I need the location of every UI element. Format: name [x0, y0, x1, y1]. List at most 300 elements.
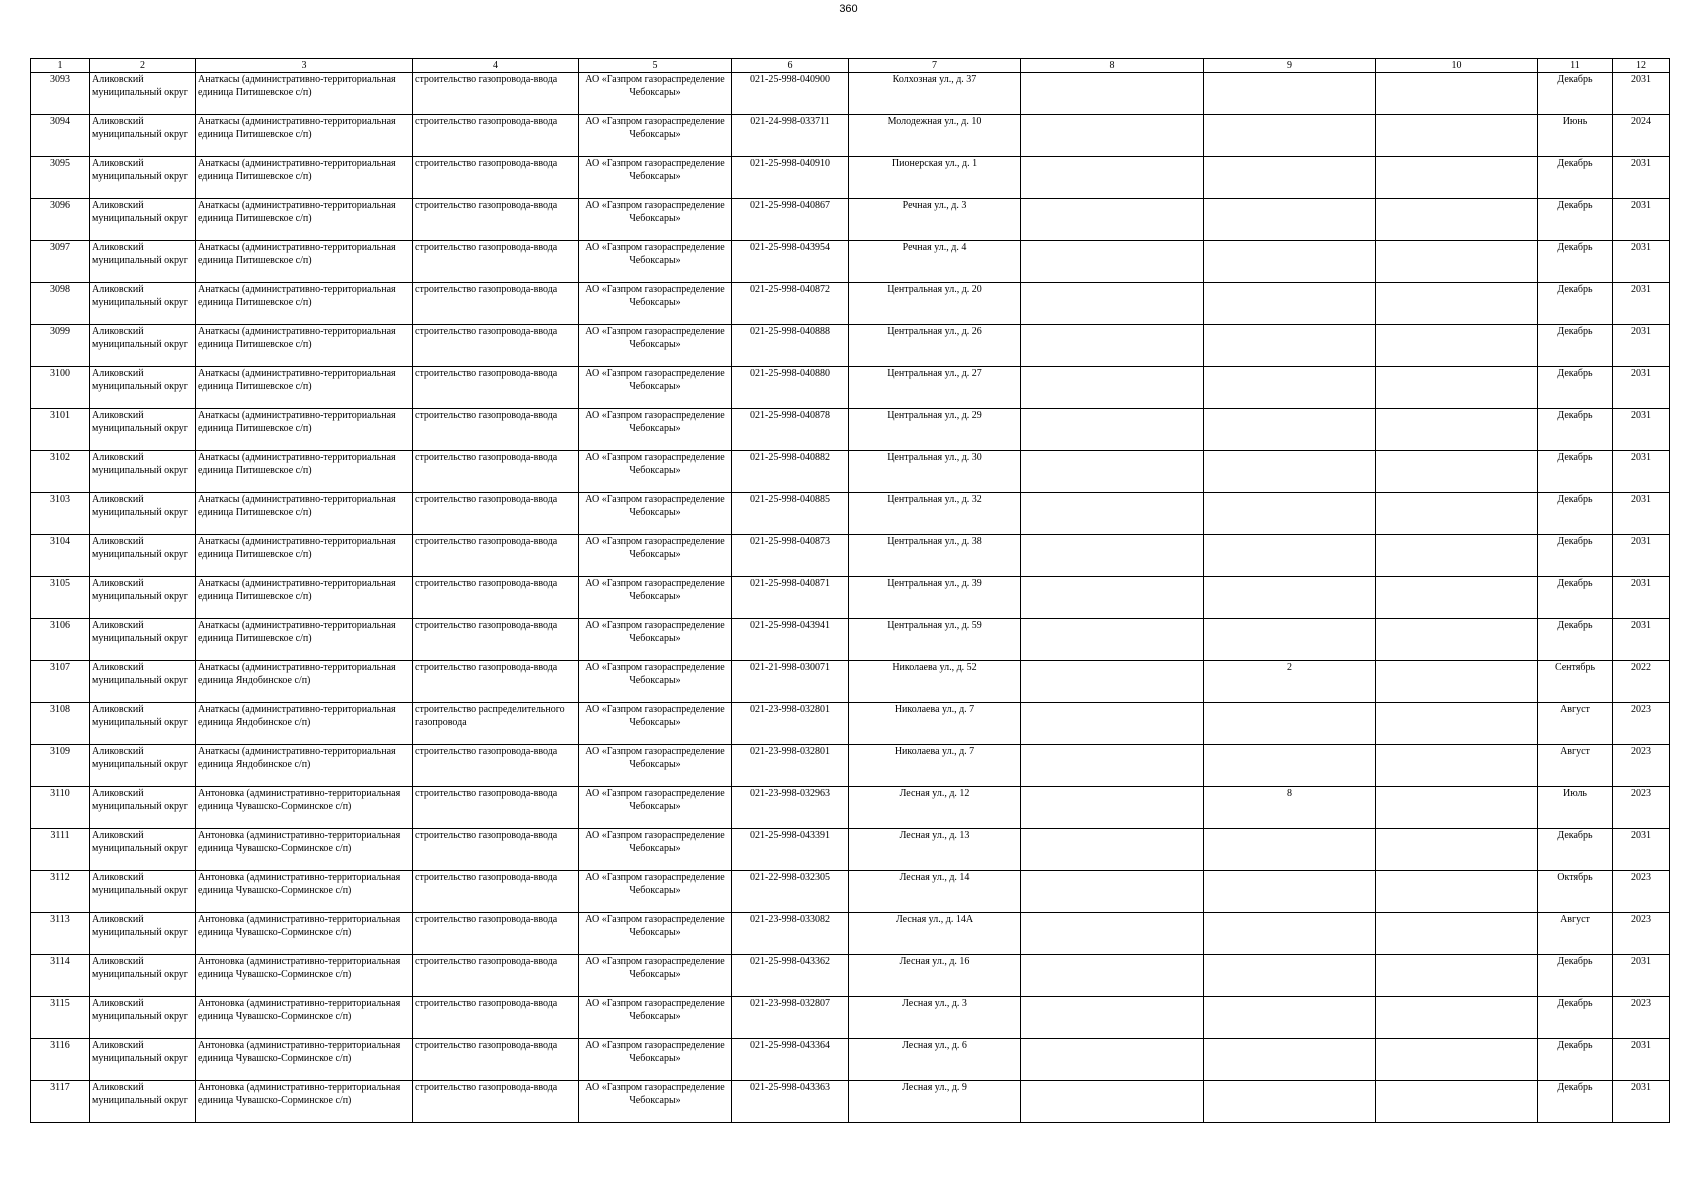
table-cell-col-3	[196, 157, 413, 199]
cell-text: Колхозная ул., д. 37	[892, 74, 977, 85]
cell-text: 3099	[50, 326, 70, 337]
table-cell-col-1	[31, 451, 90, 493]
table-cell-col-8	[1021, 493, 1204, 535]
cell-text	[1378, 619, 1535, 660]
table-row	[31, 661, 1670, 703]
cell-text: Речная ул., д. 4	[902, 242, 967, 253]
cell-text: Анаткасы (административно-территориальная единица Питишевское с/п)	[198, 284, 396, 308]
table-cell-col-3	[196, 493, 413, 535]
cell-text: 021-25-998-040867	[750, 200, 830, 211]
cell-text: Аликовский муниципальный округ	[92, 116, 188, 140]
cell-text	[1378, 829, 1535, 870]
table-cell-col-5	[579, 199, 732, 241]
table-cell-col-2	[90, 787, 196, 829]
cell-text: АО «Газпром газораспределение Чебоксары»	[585, 998, 725, 1022]
table-cell-col-1	[31, 745, 90, 787]
table-cell-col-3	[196, 73, 413, 115]
cell-text	[1378, 997, 1535, 1038]
table-cell-col-4	[413, 577, 579, 619]
table-cell-col-10	[1376, 997, 1538, 1039]
table-row	[31, 115, 1670, 157]
cell-text	[1023, 703, 1201, 744]
cell-text: АО «Газпром газораспределение Чебоксары»	[585, 788, 725, 812]
table-cell-col-12	[1613, 829, 1670, 871]
cell-text: Лесная ул., д. 14А	[895, 914, 974, 925]
cell-text: 2031	[1631, 956, 1651, 967]
table-cell-col-9	[1204, 283, 1376, 325]
cell-text: Декабрь	[1557, 1040, 1593, 1051]
table-cell-col-3	[196, 241, 413, 283]
table-cell-col-11	[1538, 913, 1613, 955]
cell-text: 2031	[1631, 74, 1651, 85]
cell-text: Молодежная ул., д. 10	[887, 116, 982, 127]
table-cell-col-2	[90, 829, 196, 871]
cell-text: Анаткасы (административно-территориальная единица Питишевское с/п)	[198, 74, 396, 98]
cell-text: 2023	[1631, 872, 1651, 883]
table-row	[31, 409, 1670, 451]
table-cell-col-2	[90, 493, 196, 535]
cell-text	[1023, 661, 1201, 702]
table-cell-col-4	[413, 619, 579, 661]
table-cell-col-6	[732, 241, 849, 283]
table-row	[31, 619, 1670, 661]
cell-text: 021-25-998-040885	[750, 494, 830, 505]
cell-text: Декабрь	[1557, 536, 1593, 547]
cell-text	[1023, 367, 1201, 408]
cell-text: 3102	[50, 452, 70, 463]
page-number: 360	[839, 3, 858, 15]
table-cell-col-9	[1204, 325, 1376, 367]
column-header-9: 9	[1204, 59, 1376, 73]
table-cell-col-5	[579, 283, 732, 325]
cell-text: 021-25-998-043362	[750, 956, 830, 967]
cell-text: Анаткасы (административно-территориальная единица Яндобинское с/п)	[198, 746, 396, 770]
cell-text: 3097	[50, 242, 70, 253]
cell-text: Аликовский муниципальный округ	[92, 746, 188, 770]
table-cell-col-2	[90, 661, 196, 703]
table-cell-col-4	[413, 451, 579, 493]
table-cell-col-4	[413, 1039, 579, 1081]
cell-text: Сентябрь	[1554, 662, 1596, 673]
cell-text: Декабрь	[1557, 452, 1593, 463]
cell-text: Лесная ул., д. 9	[902, 1082, 967, 1093]
table-cell-col-2	[90, 199, 196, 241]
cell-text: Декабрь	[1557, 368, 1593, 379]
cell-text: 2031	[1631, 368, 1651, 379]
cell-text	[1378, 325, 1535, 366]
cell-text	[1023, 325, 1201, 366]
table-cell-col-4	[413, 997, 579, 1039]
cell-text	[1206, 367, 1373, 408]
table-cell-col-4	[413, 745, 579, 787]
table-cell-col-9	[1204, 745, 1376, 787]
cell-text: 2031	[1631, 578, 1651, 589]
table-cell-col-2	[90, 703, 196, 745]
cell-text	[1378, 451, 1535, 492]
table-cell-col-3	[196, 535, 413, 577]
table-cell-col-10	[1376, 409, 1538, 451]
table-cell-col-5	[579, 871, 732, 913]
table-cell-col-10	[1376, 955, 1538, 997]
table-row	[31, 493, 1670, 535]
table-cell-col-5	[579, 787, 732, 829]
table-cell-col-10	[1376, 283, 1538, 325]
cell-text	[1206, 241, 1373, 282]
table-cell-col-11	[1538, 367, 1613, 409]
table-cell-col-2	[90, 1039, 196, 1081]
table-cell-col-5	[579, 661, 732, 703]
table-cell-col-7	[849, 661, 1021, 703]
table-cell-col-3	[196, 1081, 413, 1123]
cell-text: Анаткасы (административно-территориальная единица Питишевское с/п)	[198, 410, 396, 434]
table-cell-col-8	[1021, 451, 1204, 493]
cell-text: Центральная ул., д. 20	[887, 284, 982, 295]
table-cell-col-12	[1613, 199, 1670, 241]
cell-text: 2031	[1631, 620, 1651, 631]
data-table	[30, 58, 1670, 1123]
table-cell-col-11	[1538, 157, 1613, 199]
table-cell-col-5	[579, 367, 732, 409]
table-cell-col-8	[1021, 1081, 1204, 1123]
table-cell-col-7	[849, 871, 1021, 913]
table-cell-col-11	[1538, 703, 1613, 745]
cell-text: Аликовский муниципальный округ	[92, 998, 188, 1022]
cell-text: Аликовский муниципальный округ	[92, 956, 188, 980]
cell-text: Антоновка (административно-территориальная единица Чувашско-Сорминское с/п)	[198, 956, 401, 980]
table-cell-col-6	[732, 871, 849, 913]
cell-text: Анаткасы (административно-территориальная единица Питишевское с/п)	[198, 578, 396, 602]
cell-text	[1378, 955, 1535, 996]
cell-text: Декабрь	[1557, 830, 1593, 841]
cell-text: 3101	[50, 410, 70, 421]
cell-text: Аликовский муниципальный округ	[92, 74, 188, 98]
table-cell-col-1	[31, 787, 90, 829]
cell-text: АО «Газпром газораспределение Чебоксары»	[585, 326, 725, 350]
cell-text	[1378, 241, 1535, 282]
table-cell-col-10	[1376, 661, 1538, 703]
table-cell-col-9	[1204, 199, 1376, 241]
table-cell-col-7	[849, 157, 1021, 199]
cell-text: 021-25-998-040888	[750, 326, 830, 337]
table-cell-col-9	[1204, 1081, 1376, 1123]
table-row	[31, 829, 1670, 871]
table-cell-col-3	[196, 283, 413, 325]
table-cell-col-3	[196, 913, 413, 955]
table-cell-col-11	[1538, 535, 1613, 577]
cell-text	[1023, 241, 1201, 282]
table-cell-col-1	[31, 1081, 90, 1123]
cell-text	[1206, 955, 1373, 996]
table-row	[31, 913, 1670, 955]
table-cell-col-11	[1538, 829, 1613, 871]
table-cell-col-10	[1376, 535, 1538, 577]
cell-text: 2031	[1631, 452, 1651, 463]
table-cell-col-12	[1613, 787, 1670, 829]
cell-text: 021-25-998-040872	[750, 284, 830, 295]
table-cell-col-6	[732, 829, 849, 871]
cell-text	[1206, 577, 1373, 618]
table-cell-col-5	[579, 955, 732, 997]
cell-text: Аликовский муниципальный округ	[92, 788, 188, 812]
cell-text: Аликовский муниципальный округ	[92, 368, 188, 392]
table-cell-col-8	[1021, 283, 1204, 325]
table-cell-col-7	[849, 829, 1021, 871]
table-cell-col-8	[1021, 997, 1204, 1039]
table-cell-col-3	[196, 115, 413, 157]
table-cell-col-8	[1021, 577, 1204, 619]
table-cell-col-3	[196, 787, 413, 829]
table-cell-col-1	[31, 535, 90, 577]
table-cell-col-1	[31, 661, 90, 703]
cell-text: 3115	[50, 998, 70, 1009]
cell-text	[1023, 283, 1201, 324]
table-cell-col-3	[196, 409, 413, 451]
cell-text	[1378, 199, 1535, 240]
table-cell-col-8	[1021, 115, 1204, 157]
cell-text: Декабрь	[1557, 158, 1593, 169]
table-cell-col-10	[1376, 787, 1538, 829]
cell-text: Аликовский муниципальный округ	[92, 914, 188, 938]
table-cell-col-7	[849, 535, 1021, 577]
cell-text	[1378, 577, 1535, 618]
table-cell-col-4	[413, 325, 579, 367]
table-cell-col-6	[732, 73, 849, 115]
table-cell-col-12	[1613, 409, 1670, 451]
table-cell-col-11	[1538, 409, 1613, 451]
table-cell-col-8	[1021, 325, 1204, 367]
cell-text: 021-25-998-040882	[750, 452, 830, 463]
table-cell-col-5	[579, 913, 732, 955]
cell-text	[1023, 535, 1201, 576]
cell-text: АО «Газпром газораспределение Чебоксары»	[585, 914, 725, 938]
cell-text	[1023, 157, 1201, 198]
table-cell-col-8	[1021, 913, 1204, 955]
table-cell-col-7	[849, 703, 1021, 745]
table-cell-col-7	[849, 787, 1021, 829]
table-cell-col-9	[1204, 409, 1376, 451]
table-cell-col-3	[196, 745, 413, 787]
cell-text: Центральная ул., д. 27	[887, 368, 982, 379]
table-cell-col-12	[1613, 703, 1670, 745]
table-cell-col-5	[579, 577, 732, 619]
cell-text: строительство газопровода-ввода	[415, 200, 558, 211]
table-cell-col-4	[413, 703, 579, 745]
table-cell-col-1	[31, 871, 90, 913]
table-cell-col-2	[90, 283, 196, 325]
table-cell-col-2	[90, 241, 196, 283]
table-cell-col-11	[1538, 325, 1613, 367]
cell-text	[1206, 283, 1373, 324]
cell-text: Анаткасы (административно-территориальная единица Питишевское с/п)	[198, 158, 396, 182]
cell-text: Декабрь	[1557, 578, 1593, 589]
table-cell-col-1	[31, 241, 90, 283]
cell-text: АО «Газпром газораспределение Чебоксары»	[585, 872, 725, 896]
cell-text: строительство газопровода-ввода	[415, 620, 558, 631]
cell-text: Август	[1560, 704, 1590, 715]
cell-text: АО «Газпром газораспределение Чебоксары»	[585, 956, 725, 980]
table-cell-col-6	[732, 409, 849, 451]
cell-text: Центральная ул., д. 59	[887, 620, 982, 631]
table-cell-col-8	[1021, 1039, 1204, 1081]
table-cell-col-11	[1538, 997, 1613, 1039]
cell-text: Анаткасы (административно-территориальная единица Яндобинское с/п)	[198, 704, 396, 728]
table-cell-col-5	[579, 997, 732, 1039]
table-cell-col-7	[849, 115, 1021, 157]
table-cell-col-6	[732, 493, 849, 535]
table-cell-col-10	[1376, 73, 1538, 115]
table-cell-col-8	[1021, 73, 1204, 115]
cell-text	[1023, 1081, 1201, 1122]
table-cell-col-2	[90, 619, 196, 661]
cell-text: Декабрь	[1557, 620, 1593, 631]
cell-text	[1023, 409, 1201, 450]
column-header-3: 3	[196, 59, 413, 73]
cell-text: 2031	[1631, 830, 1651, 841]
cell-text	[1378, 745, 1535, 786]
cell-text: АО «Газпром газораспределение Чебоксары»	[585, 74, 725, 98]
cell-text	[1378, 913, 1535, 954]
table-cell-col-5	[579, 115, 732, 157]
table-cell-col-1	[31, 619, 90, 661]
table-cell-col-10	[1376, 493, 1538, 535]
table-cell-col-11	[1538, 1081, 1613, 1123]
table-cell-col-7	[849, 199, 1021, 241]
table-cell-col-10	[1376, 703, 1538, 745]
table-cell-col-4	[413, 367, 579, 409]
table-cell-col-3	[196, 703, 413, 745]
cell-text: строительство газопровода-ввода	[415, 578, 558, 589]
cell-text	[1206, 451, 1373, 492]
table-cell-col-10	[1376, 157, 1538, 199]
cell-text: строительство газопровода-ввода	[415, 452, 558, 463]
table-cell-col-10	[1376, 325, 1538, 367]
table-cell-col-9	[1204, 535, 1376, 577]
cell-text: 021-25-998-043363	[750, 1082, 830, 1093]
table-cell-col-2	[90, 1081, 196, 1123]
cell-text	[1023, 871, 1201, 912]
cell-text: Анаткасы (административно-территориальная единица Питишевское с/п)	[198, 494, 396, 518]
cell-text: строительство газопровода-ввода	[415, 158, 558, 169]
cell-text	[1206, 493, 1373, 534]
table-cell-col-9	[1204, 367, 1376, 409]
table-cell-col-12	[1613, 1081, 1670, 1123]
table-cell-col-1	[31, 955, 90, 997]
table-cell-col-10	[1376, 745, 1538, 787]
table-cell-col-9	[1204, 115, 1376, 157]
column-header-1: 1	[31, 59, 90, 73]
cell-text	[1023, 493, 1201, 534]
cell-text	[1206, 115, 1373, 156]
table-cell-col-4	[413, 157, 579, 199]
cell-text: АО «Газпром газораспределение Чебоксары»	[585, 830, 725, 854]
cell-text: 021-23-998-032807	[750, 998, 830, 1009]
table-cell-col-12	[1613, 745, 1670, 787]
table-cell-col-4	[413, 829, 579, 871]
table-cell-col-3	[196, 199, 413, 241]
table-cell-col-5	[579, 1081, 732, 1123]
table-body	[31, 73, 1670, 1123]
cell-text: Декабрь	[1557, 998, 1593, 1009]
cell-text	[1206, 997, 1373, 1038]
cell-text: строительство газопровода-ввода	[415, 494, 558, 505]
cell-text: 3109	[50, 746, 70, 757]
cell-text: строительство газопровода-ввода	[415, 956, 558, 967]
cell-text: Аликовский муниципальный округ	[92, 494, 188, 518]
cell-text: Декабрь	[1557, 284, 1593, 295]
cell-text: Анаткасы (административно-территориальная единица Питишевское с/п)	[198, 326, 396, 350]
cell-text	[1378, 157, 1535, 198]
table-cell-col-7	[849, 73, 1021, 115]
table-cell-col-1	[31, 157, 90, 199]
cell-text: 3103	[50, 494, 70, 505]
cell-text: 2031	[1631, 1082, 1651, 1093]
table-cell-col-5	[579, 703, 732, 745]
cell-text: 2023	[1631, 788, 1651, 799]
table-cell-col-6	[732, 283, 849, 325]
cell-text: Антоновка (административно-территориальная единица Чувашско-Сорминское с/п)	[198, 872, 401, 896]
cell-text: Декабрь	[1557, 494, 1593, 505]
cell-text: 3093	[50, 74, 70, 85]
table-cell-col-12	[1613, 1039, 1670, 1081]
table-cell-col-10	[1376, 367, 1538, 409]
table-cell-col-12	[1613, 157, 1670, 199]
column-header-8: 8	[1021, 59, 1204, 73]
cell-text	[1206, 325, 1373, 366]
table-cell-col-5	[579, 493, 732, 535]
cell-text	[1023, 913, 1201, 954]
table-cell-col-11	[1538, 661, 1613, 703]
table-cell-col-8	[1021, 787, 1204, 829]
table-cell-col-10	[1376, 619, 1538, 661]
cell-text	[1378, 493, 1535, 534]
cell-text: АО «Газпром газораспределение Чебоксары»	[585, 410, 725, 434]
table-cell-col-8	[1021, 199, 1204, 241]
table-cell-col-8	[1021, 871, 1204, 913]
table-cell-col-11	[1538, 745, 1613, 787]
table-cell-col-1	[31, 829, 90, 871]
cell-text	[1206, 157, 1373, 198]
cell-text: 021-25-998-040900	[750, 74, 830, 85]
cell-text: 2031	[1631, 200, 1651, 211]
cell-text: АО «Газпром газораспределение Чебоксары»	[585, 746, 725, 770]
cell-text	[1206, 1081, 1373, 1122]
cell-text: 021-25-998-043391	[750, 830, 830, 841]
table-row	[31, 325, 1670, 367]
table-cell-col-4	[413, 199, 579, 241]
cell-text: Аликовский муниципальный округ	[92, 620, 188, 644]
cell-text: Анаткасы (административно-территориальная единица Питишевское с/п)	[198, 620, 396, 644]
cell-text: АО «Газпром газораспределение Чебоксары»	[585, 1040, 725, 1064]
cell-text: 2031	[1631, 1040, 1651, 1051]
cell-text: Центральная ул., д. 38	[887, 536, 982, 547]
cell-text: 3108	[50, 704, 70, 715]
table-cell-col-4	[413, 1081, 579, 1123]
table-cell-col-5	[579, 241, 732, 283]
table-cell-col-7	[849, 1039, 1021, 1081]
table-cell-col-6	[732, 325, 849, 367]
cell-text	[1378, 409, 1535, 450]
table-cell-col-6	[732, 913, 849, 955]
table-cell-col-5	[579, 73, 732, 115]
table-cell-col-12	[1613, 535, 1670, 577]
table-row	[31, 73, 1670, 115]
table-cell-col-3	[196, 619, 413, 661]
cell-text: строительство газопровода-ввода	[415, 788, 558, 799]
cell-text	[1378, 871, 1535, 912]
table-cell-col-11	[1538, 787, 1613, 829]
cell-text: 3113	[50, 914, 70, 925]
cell-text: 3107	[50, 662, 70, 673]
